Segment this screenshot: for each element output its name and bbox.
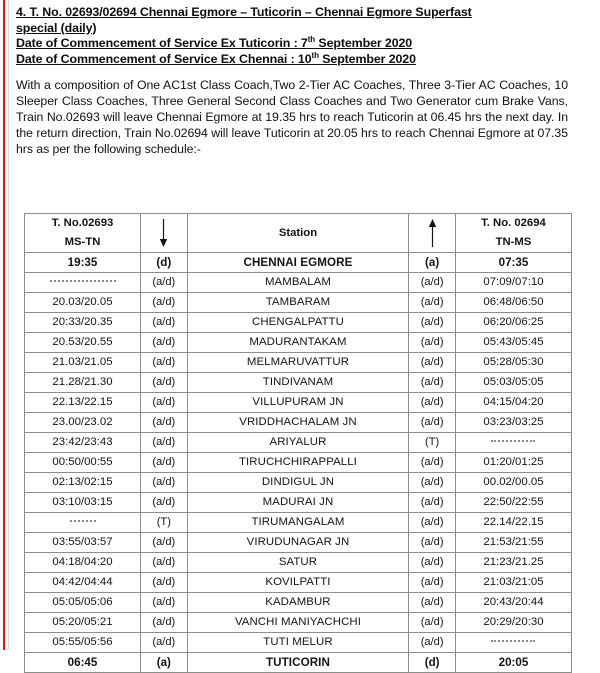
row-station-name: TINDIVANAM bbox=[187, 373, 409, 393]
date-chennai-ordinal: th bbox=[311, 50, 319, 60]
row-station-name: VILLUPURAM JN bbox=[187, 393, 409, 413]
row-down-time: 04:18/04:20 bbox=[25, 553, 141, 573]
row-up-arrdep: (d) bbox=[409, 653, 456, 673]
row-station-name: TUTI MELUR bbox=[187, 633, 409, 653]
row-station-name: MAMBALAM bbox=[187, 273, 409, 293]
timetable-row bbox=[25, 553, 572, 573]
row-down-arrdep: (d) bbox=[141, 253, 188, 273]
timetable-row bbox=[25, 253, 572, 273]
row-down-arrdep: (a/d) bbox=[141, 413, 188, 433]
row-up-time: 06:48/06:50 bbox=[455, 293, 571, 313]
row-down-arrdep: (a/d) bbox=[141, 373, 188, 393]
header-train-down bbox=[25, 214, 141, 253]
row-down-time: 21.28/21.30 bbox=[25, 373, 141, 393]
row-up-time: 21:23/21.25 bbox=[455, 553, 571, 573]
row-down-arrdep: (a/d) bbox=[141, 333, 188, 353]
row-up-time: 04:15/04:20 bbox=[455, 393, 571, 413]
header-train-up-number: T. No. 02694 bbox=[481, 217, 546, 229]
timetable-row bbox=[25, 353, 572, 373]
row-station-name: KOVILPATTI bbox=[187, 573, 409, 593]
row-down-arrdep: (a/d) bbox=[141, 533, 188, 553]
row-down-time: 05:55/05:56 bbox=[25, 633, 141, 653]
row-down-arrdep: (a/d) bbox=[141, 293, 188, 313]
row-station-name: TIRUCHCHIRAPPALLI bbox=[187, 453, 409, 473]
row-up-time: 00.02/00.05 bbox=[455, 473, 571, 493]
row-station-name: CHENNAI EGMORE bbox=[187, 253, 409, 273]
timetable-header bbox=[25, 214, 572, 253]
row-up-arrdep: (a/d) bbox=[409, 533, 456, 553]
row-down-arrdep: (a/d) bbox=[141, 493, 188, 513]
timetable-body bbox=[25, 253, 572, 673]
row-down-time: 23.00/23.02 bbox=[25, 413, 141, 433]
row-station-name: VIRUDUNAGAR JN bbox=[187, 533, 409, 553]
date-chennai-rest: September 2020 bbox=[318, 51, 416, 66]
no-timing-placeholder bbox=[491, 640, 535, 642]
header-train-up-route: TN-MS bbox=[495, 236, 532, 248]
row-up-time: 20:29/20:30 bbox=[455, 613, 571, 633]
no-timing-placeholder bbox=[50, 280, 116, 282]
row-station-name: DINDIGUL JN bbox=[187, 473, 409, 493]
row-down-time: 20.53/20.55 bbox=[25, 333, 141, 353]
row-down-arrdep: (a/d) bbox=[141, 433, 188, 453]
row-down-time: 20.03/20.05 bbox=[25, 293, 141, 313]
row-up-arrdep: (a/d) bbox=[409, 633, 456, 653]
row-down-time: 00:50/00:55 bbox=[25, 453, 141, 473]
date-chennai-label: Date of Commencement of Service Ex Chennai : 10 bbox=[16, 51, 312, 66]
row-up-arrdep: (a/d) bbox=[409, 353, 456, 373]
row-up-arrdep: (a/d) bbox=[409, 473, 456, 493]
row-up-time: 05:03/05:05 bbox=[455, 373, 571, 393]
row-station-name: MADURANTAKAM bbox=[187, 333, 409, 353]
timetable-container bbox=[24, 213, 572, 673]
timetable-row bbox=[25, 533, 572, 553]
timetable-row bbox=[25, 273, 572, 293]
row-down-arrdep: (a/d) bbox=[141, 553, 188, 573]
row-station-name: TIRUMANGALAM bbox=[187, 513, 409, 533]
row-up-time: 22.14/22.15 bbox=[455, 513, 571, 533]
page-margin-rule-secondary bbox=[8, 0, 9, 650]
row-up-time: 21:03/21:05 bbox=[455, 573, 571, 593]
row-up-time: 20:43/20:44 bbox=[455, 593, 571, 613]
row-up-time: 07:35 bbox=[455, 253, 571, 273]
timetable-row bbox=[25, 653, 572, 673]
row-up-arrdep: (a/d) bbox=[409, 593, 456, 613]
no-timing-placeholder bbox=[491, 440, 535, 442]
row-down-time: 23:42/23:43 bbox=[25, 433, 141, 453]
heading-title-text-2: special (daily) bbox=[16, 20, 97, 35]
row-down-time: 03:55/03:57 bbox=[25, 533, 141, 553]
timetable-row bbox=[25, 373, 572, 393]
row-down-arrdep: (a) bbox=[141, 653, 188, 673]
notice-paragraph: With a composition of One AC1st Class Coach,Two 2-Tier AC Coaches, Three 3-Tier AC Coaches, 10 Sleeper Class Coaches, Three General Second Class Coaches and Two Generator cum Brake Vans, Train No.02693 will leave Chennai Egmore at 19.35 hrs to reach Tuticorin at 06.45 hrs the next day. In the return direction, Train No.02694 will leave Tuticorin at 20.05 hrs to reach Chennai Egmore at 07.35 hrs as per the following schedule:- bbox=[16, 78, 568, 156]
row-up-arrdep: (a/d) bbox=[409, 293, 456, 313]
row-up-time: 21:53/21:55 bbox=[455, 533, 571, 553]
train-timetable bbox=[24, 213, 572, 673]
row-station-name: VRIDDHACHALAM JN bbox=[187, 413, 409, 433]
row-down-time: 19:35 bbox=[25, 253, 141, 273]
row-station-name: MELMARUVATTUR bbox=[187, 353, 409, 373]
row-down-time: 20:33/20.35 bbox=[25, 313, 141, 333]
page-margin-rule bbox=[3, 0, 5, 650]
row-down-arrdep: (a/d) bbox=[141, 613, 188, 633]
row-up-arrdep: (a/d) bbox=[409, 613, 456, 633]
row-up-arrdep: (a/d) bbox=[409, 273, 456, 293]
date-of-commencement-chennai bbox=[16, 52, 584, 68]
row-up-arrdep: (a) bbox=[409, 253, 456, 273]
row-up-arrdep: (a/d) bbox=[409, 413, 456, 433]
row-up-time: 05:28/05:30 bbox=[455, 353, 571, 373]
arrow-up-icon bbox=[409, 214, 456, 253]
timetable-row bbox=[25, 393, 572, 413]
date-tuticorin-label: Date of Commencement of Service Ex Tuticorin : 7 bbox=[16, 36, 308, 51]
row-down-arrdep: (a/d) bbox=[141, 593, 188, 613]
row-down-time: 06:45 bbox=[25, 653, 141, 673]
heading-title-line-1 bbox=[16, 5, 584, 21]
row-up-time: 05:43/05:45 bbox=[455, 333, 571, 353]
row-up-arrdep: (a/d) bbox=[409, 553, 456, 573]
heading-title-text-1: 4. T. No. 02693/02694 Chennai Egmore – Tuticorin – Chennai Egmore Superfast bbox=[16, 5, 472, 19]
timetable-row bbox=[25, 613, 572, 633]
row-up-arrdep: (a/d) bbox=[409, 313, 456, 333]
row-up-arrdep: (T) bbox=[409, 433, 456, 453]
document-page bbox=[16, 0, 584, 669]
row-down-time: 04:42/04:44 bbox=[25, 573, 141, 593]
row-down-arrdep: (a/d) bbox=[141, 353, 188, 373]
timetable-row bbox=[25, 293, 572, 313]
row-down-arrdep: (a/d) bbox=[141, 573, 188, 593]
row-down-time: 22.13/22.15 bbox=[25, 393, 141, 413]
row-up-time: 20:05 bbox=[455, 653, 571, 673]
timetable-row bbox=[25, 333, 572, 353]
row-down-arrdep: (T) bbox=[141, 513, 188, 533]
date-of-commencement-tuticorin bbox=[16, 36, 584, 52]
row-station-name: MADURAI JN bbox=[187, 493, 409, 513]
row-down-arrdep: (a/d) bbox=[141, 273, 188, 293]
row-up-arrdep: (a/d) bbox=[409, 393, 456, 413]
row-up-time bbox=[455, 433, 571, 453]
header-train-down-number: T. No.02693 bbox=[51, 217, 114, 229]
no-timing-placeholder bbox=[70, 520, 96, 522]
row-station-name: CHENGALPATTU bbox=[187, 313, 409, 333]
row-up-time: 06:20/06:25 bbox=[455, 313, 571, 333]
row-up-arrdep: (a/d) bbox=[409, 373, 456, 393]
date-tuticorin-rest: September 2020 bbox=[315, 36, 413, 51]
timetable-row bbox=[25, 313, 572, 333]
row-down-time bbox=[25, 273, 141, 293]
row-up-arrdep: (a/d) bbox=[409, 493, 456, 513]
timetable-row bbox=[25, 413, 572, 433]
notice-heading bbox=[16, 5, 584, 67]
row-up-arrdep: (a/d) bbox=[409, 573, 456, 593]
row-up-time: 01:20/01:25 bbox=[455, 453, 571, 473]
row-down-arrdep: (a/d) bbox=[141, 453, 188, 473]
row-up-arrdep: (a/d) bbox=[409, 513, 456, 533]
row-station-name: KADAMBUR bbox=[187, 593, 409, 613]
row-down-time: 02:13/02:15 bbox=[25, 473, 141, 493]
arrow-down-icon bbox=[141, 214, 188, 253]
row-up-arrdep: (a/d) bbox=[409, 453, 456, 473]
timetable-row bbox=[25, 573, 572, 593]
row-down-arrdep: (a/d) bbox=[141, 633, 188, 653]
row-down-time: 21.03/21.05 bbox=[25, 353, 141, 373]
row-down-arrdep: (a/d) bbox=[141, 313, 188, 333]
timetable-row bbox=[25, 473, 572, 493]
row-down-time: 05:05/05:06 bbox=[25, 593, 141, 613]
row-up-time: 03:23/03:25 bbox=[455, 413, 571, 433]
row-station-name: TAMBARAM bbox=[187, 293, 409, 313]
timetable-row bbox=[25, 513, 572, 533]
timetable-row bbox=[25, 593, 572, 613]
timetable-row bbox=[25, 433, 572, 453]
row-station-name: TUTICORIN bbox=[187, 653, 409, 673]
row-up-time: 22:50/22:55 bbox=[455, 493, 571, 513]
timetable-row bbox=[25, 493, 572, 513]
header-station: Station bbox=[187, 214, 409, 253]
row-down-time bbox=[25, 513, 141, 533]
row-up-arrdep: (a/d) bbox=[409, 333, 456, 353]
row-down-time: 03:10/03:15 bbox=[25, 493, 141, 513]
row-station-name: SATUR bbox=[187, 553, 409, 573]
timetable-header-row bbox=[25, 214, 572, 253]
timetable-row bbox=[25, 453, 572, 473]
header-train-down-route: MS-TN bbox=[64, 236, 101, 248]
date-tuticorin-ordinal: th bbox=[307, 35, 316, 45]
row-down-arrdep: (a/d) bbox=[141, 473, 188, 493]
row-down-time: 05:20/05:21 bbox=[25, 613, 141, 633]
header-train-up bbox=[455, 214, 571, 253]
heading-title-line-2 bbox=[16, 21, 584, 37]
row-station-name: ARIYALUR bbox=[187, 433, 409, 453]
row-station-name: VANCHI MANIYACHCHI bbox=[187, 613, 409, 633]
row-down-arrdep: (a/d) bbox=[141, 393, 188, 413]
row-up-time: 07:09/07:10 bbox=[455, 273, 571, 293]
